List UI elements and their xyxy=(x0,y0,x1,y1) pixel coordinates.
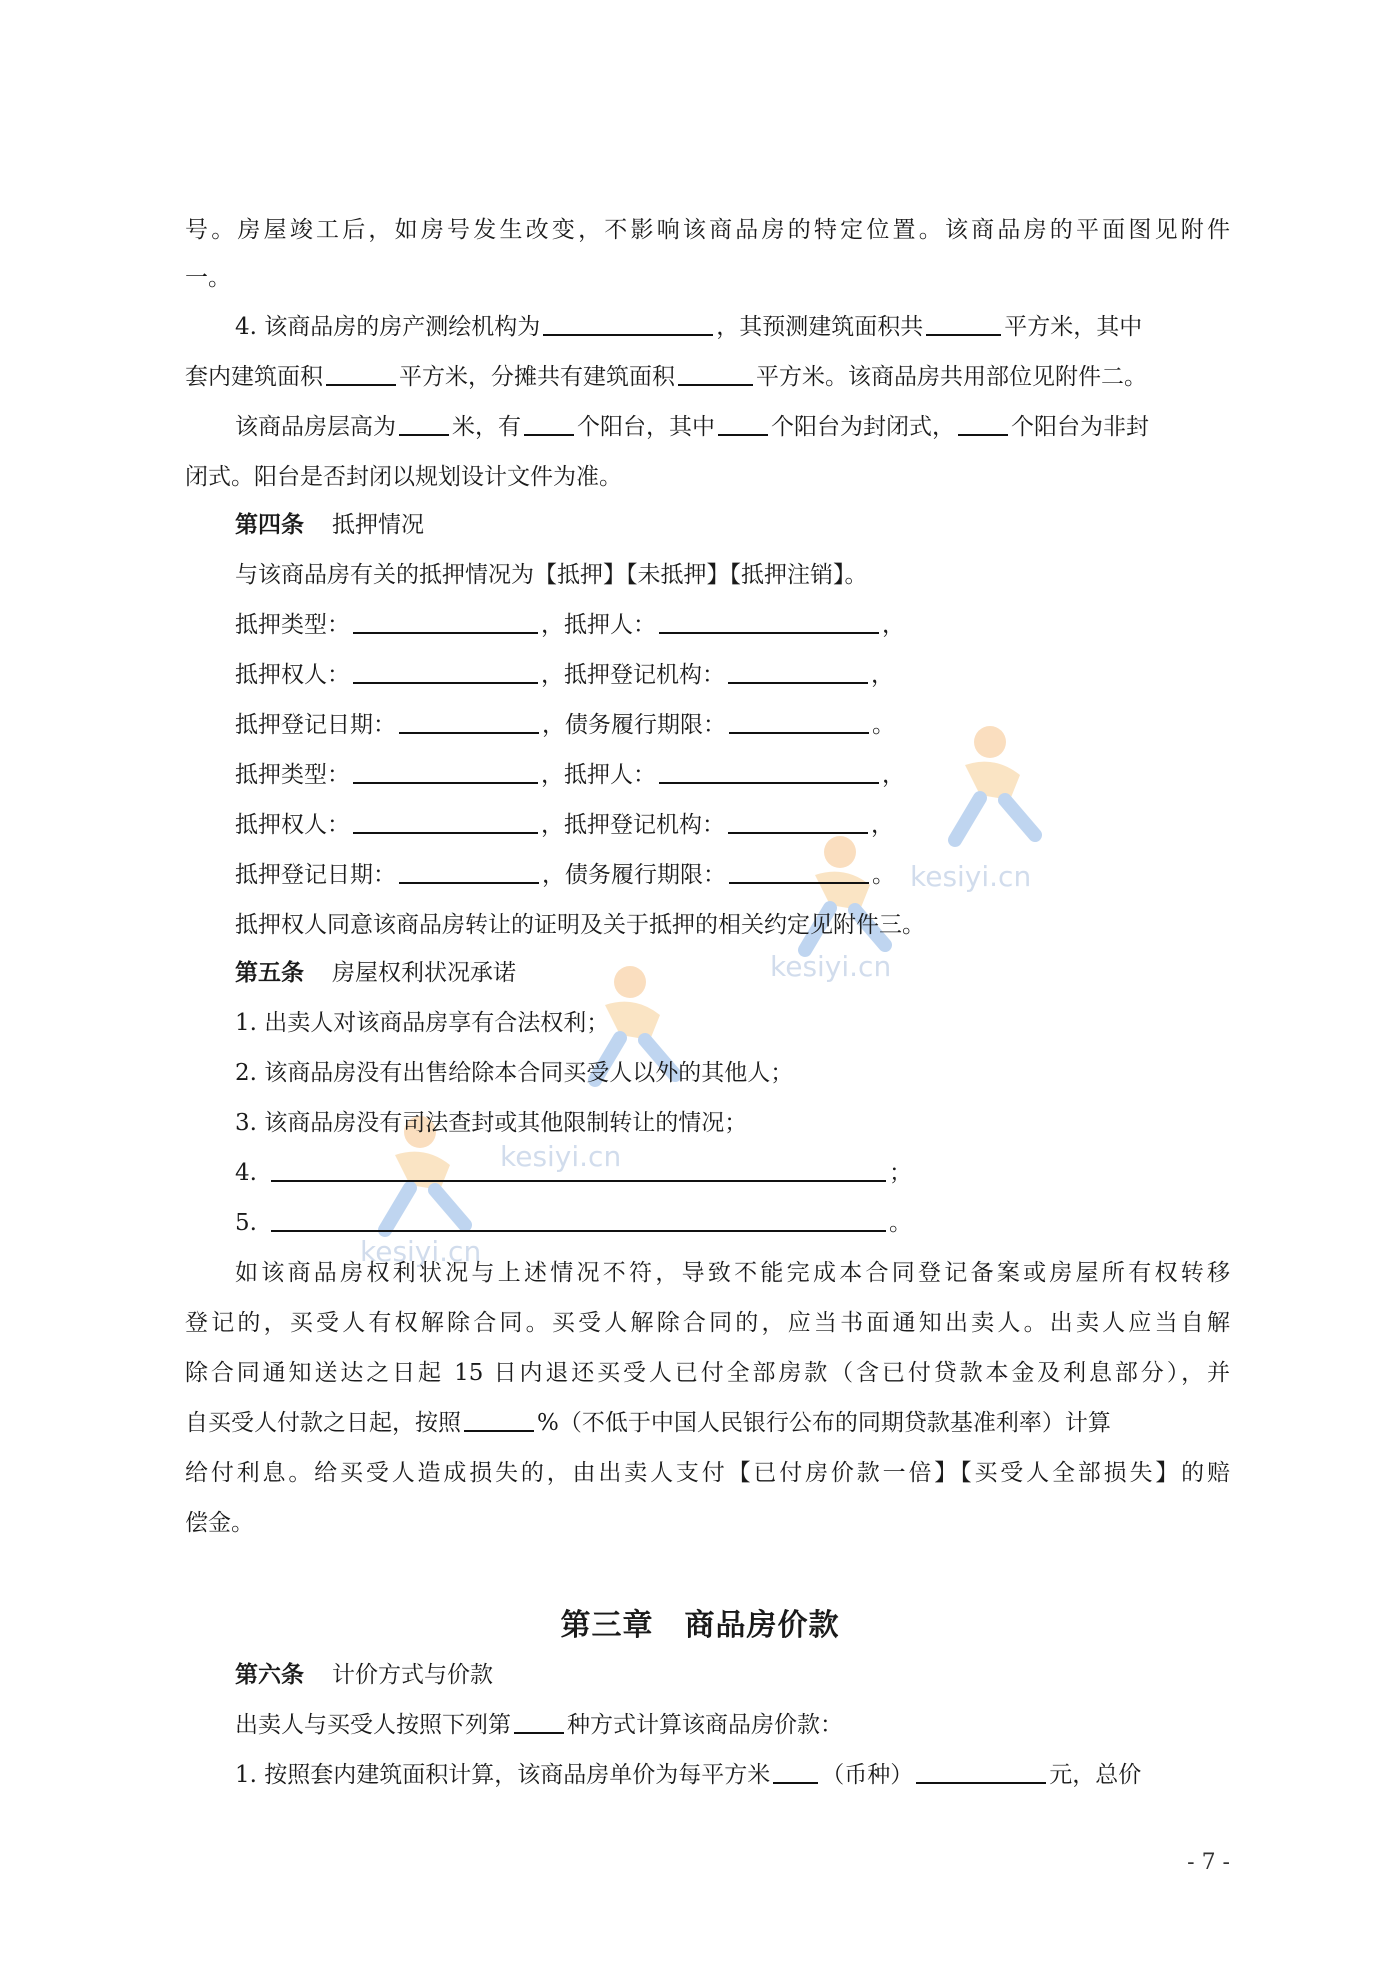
blank-field[interactable] xyxy=(926,312,1001,336)
mortgagee-row: 抵押权人： ，抵押登记机构： ， xyxy=(235,812,894,838)
mortgage-type-row: 抵押类型： ，抵押人： ， xyxy=(235,762,905,788)
article4-note: 抵押权人同意该商品房转让的证明及关于抵押的相关约定见附件三。 xyxy=(235,912,925,938)
mapping-agency-line: 4. 该商品房的房产测绘机构为 ，其预测建筑面积共 平方米，其中 xyxy=(235,314,1143,340)
blank-field[interactable] xyxy=(353,810,538,834)
unit-price-line: 1. 按照套内建筑面积计算，该商品房单价为每平方米 （币种） 元，总价 xyxy=(235,1762,1142,1788)
paragraph-line: 闭式。阳台是否封闭以规划设计文件为准。 xyxy=(185,464,622,490)
paragraph-line: 给付利息。给买受人造成损失的，由出卖人支付【已付房价款一倍】【买受人全部损失】的赔 xyxy=(185,1460,1230,1486)
mortgagee-row: 抵押权人： ，抵押登记机构： ， xyxy=(235,662,894,688)
watermark-text: kesiyi.cn xyxy=(910,860,1032,893)
blank-field[interactable] xyxy=(718,412,768,436)
blank-field[interactable] xyxy=(678,362,753,386)
paragraph-line: 偿金。 xyxy=(185,1510,254,1536)
blank-field[interactable] xyxy=(773,1760,818,1784)
blank-field[interactable] xyxy=(728,660,868,684)
blank-field[interactable] xyxy=(728,810,868,834)
paragraph-line: 号。房屋竣工后，如房号发生改变，不影响该商品房的特定位置。该商品房的平面图见附件 xyxy=(185,217,1230,243)
mortgage-date-row: 抵押登记日期： ，债务履行期限： 。 xyxy=(235,862,895,888)
balcony-line: 该商品房层高为 米，有 个阳台，其中 个阳台为封闭式， 个阳台为非封 xyxy=(235,414,1149,440)
blank-field[interactable] xyxy=(353,610,538,634)
blank-field[interactable] xyxy=(514,1710,564,1734)
area-line: 套内建筑面积 平方米，分摊共有建筑面积 平方米。该商品房共用部位见附件二。 xyxy=(185,364,1147,390)
watermark-runner-icon xyxy=(770,830,910,960)
chapter-title: 第三章 商品房价款 xyxy=(560,1608,840,1643)
watermark-text: kesiyi.cn xyxy=(360,1235,482,1268)
blank-field[interactable] xyxy=(399,860,539,884)
list-item: 3. 该商品房没有司法查封或其他限制转让的情况； xyxy=(235,1110,748,1136)
blank-field[interactable] xyxy=(729,860,869,884)
blank-field[interactable] xyxy=(271,1208,886,1232)
blank-field[interactable] xyxy=(353,660,538,684)
blank-field[interactable] xyxy=(543,312,713,336)
watermark-text: kesiyi.cn xyxy=(500,1140,622,1173)
paragraph-line: 除合同通知送达之日起 15 日内退还买受人已付全部房款（含已付贷款本金及利息部分），并 xyxy=(185,1360,1230,1386)
blank-field[interactable] xyxy=(464,1408,534,1432)
blank-field[interactable] xyxy=(326,362,396,386)
list-item: 1. 出卖人对该商品房享有合法权利； xyxy=(235,1010,610,1036)
list-item: 5. 。 xyxy=(235,1210,912,1236)
article4-heading: 第四条 抵押情况 xyxy=(235,511,424,538)
blank-field[interactable] xyxy=(524,412,574,436)
paragraph-line: 如该商品房权利状况与上述情况不符，导致不能完成本合同登记备案或房屋所有权转移 xyxy=(235,1260,1230,1286)
list-item: 4. ； xyxy=(235,1160,912,1186)
article6-intro: 出卖人与买受人按照下列第 种方式计算该商品房价款： xyxy=(235,1712,843,1738)
paragraph-line: 一。 xyxy=(185,265,231,291)
interest-rate-line: 自买受人付款之日起，按照 %（不低于中国人民银行公布的同期贷款基准利率）计算 xyxy=(185,1410,1111,1436)
blank-field[interactable] xyxy=(958,412,1008,436)
list-item: 2. 该商品房没有出售给除本合同买受人以外的其他人； xyxy=(235,1060,794,1086)
blank-field[interactable] xyxy=(271,1158,886,1182)
paragraph-line: 登记的，买受人有权解除合同。买受人解除合同的，应当书面通知出卖人。出卖人应当自解 xyxy=(185,1310,1230,1336)
watermark-text: kesiyi.cn xyxy=(770,950,892,983)
blank-field[interactable] xyxy=(399,710,539,734)
article5-heading: 第五条 房屋权利状况承诺 xyxy=(235,959,516,986)
article6-heading: 第六条 计价方式与价款 xyxy=(235,1661,493,1688)
blank-field[interactable] xyxy=(916,1760,1046,1784)
blank-field[interactable] xyxy=(659,760,879,784)
blank-field[interactable] xyxy=(399,412,449,436)
mortgage-type-row: 抵押类型： ，抵押人： ， xyxy=(235,612,905,638)
blank-field[interactable] xyxy=(729,710,869,734)
blank-field[interactable] xyxy=(659,610,879,634)
blank-field[interactable] xyxy=(353,760,538,784)
article4-intro: 与该商品房有关的抵押情况为【抵押】【未抵押】【抵押注销】。 xyxy=(235,562,868,588)
mortgage-date-row: 抵押登记日期： ，债务履行期限： 。 xyxy=(235,712,895,738)
page-number: - 7 - xyxy=(1187,1850,1230,1875)
